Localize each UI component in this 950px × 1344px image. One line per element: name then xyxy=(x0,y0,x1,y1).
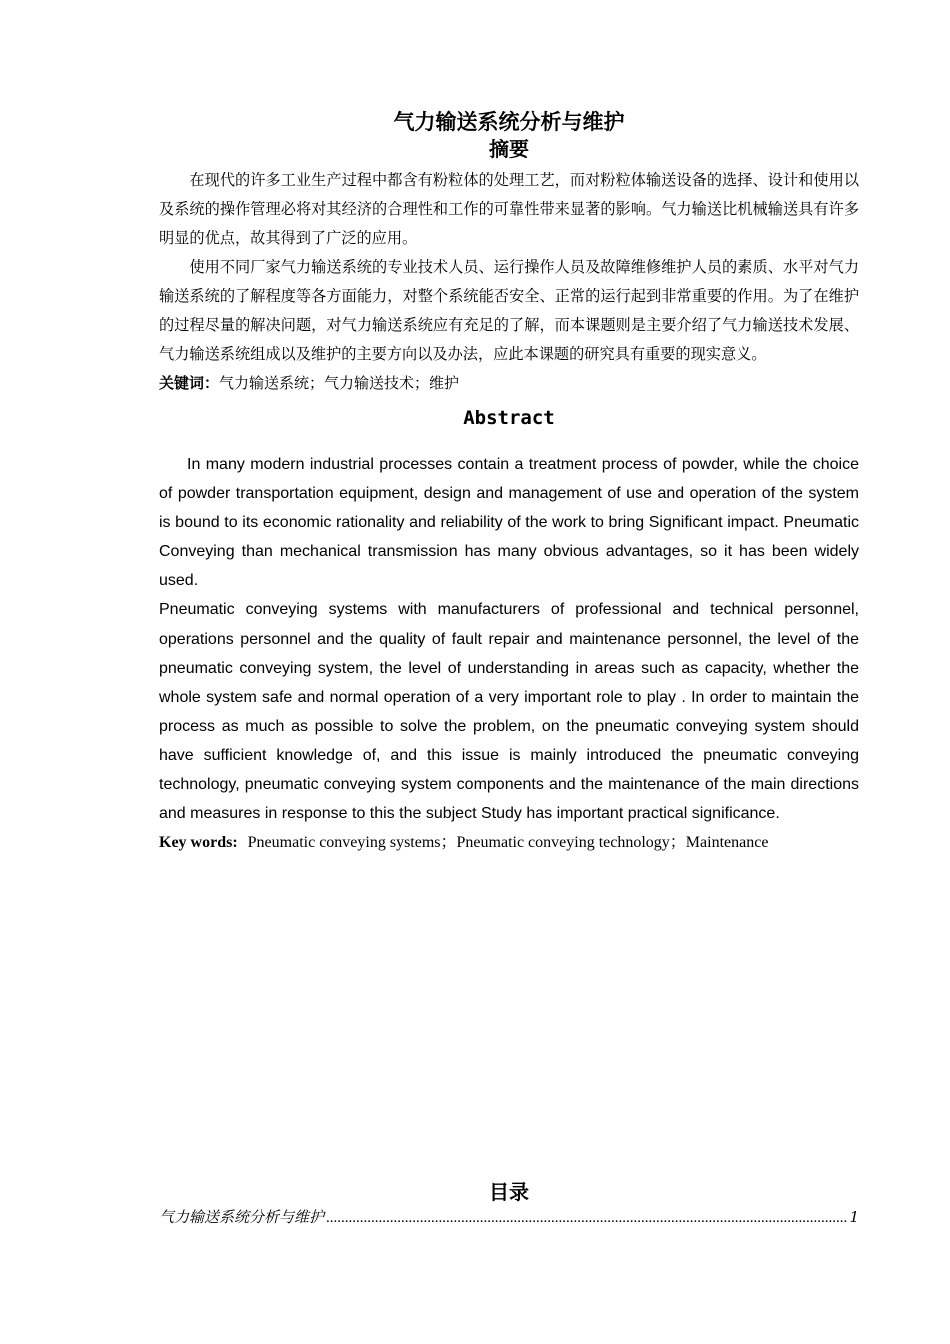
abstract-en-paragraph: In many modern industrial processes contain a treatment process of powder, while the choice of powder transportation equipment, design and management of use and operation of the system is bound to its economic rationality and reliability of the work to bring Significant impact. Pneumatic Conveying than mechanical transmission has many obvious advantages, so it has been widely used. xyxy=(159,456,859,590)
keywords-en-label: Key words: xyxy=(159,834,238,852)
toc-entry[interactable] xyxy=(159,1206,859,1229)
keywords-cn-label: 关键词： xyxy=(159,374,220,392)
abstract-en-paragraph: Pneumatic conveying systems with manufacturers of professional and technical personnel, operations personnel and the quality of fault repair and maintenance personnel, the level of the pneumatic conveying system, the level of understanding in areas such as capacity, whether the whole system safe and normal operation of a very important role to play . In order to maintain the process as much as possible to solve the problem, on the pneumatic conveying system should have sufficient knowledge of, and this issue is mainly introduced the pneumatic conveying technology, pneumatic conveying system components and the maintenance of the main directions and measures in response to this the subject Study has important practical significance. xyxy=(159,601,859,823)
toc-entry-page: 1 xyxy=(849,1208,859,1226)
abstract-cn-paragraph: 使用不同厂家气力输送系统的专业技术人员、运行操作人员及故障维修维护人员的素质、水平对气力输送系统的了解程度等各方面能力，对整个系统能否安全、正常的运行起到非常重要的作用。为了在维护的过程尽量的解决问题，对气力输送系统应有充足的了解，而本课题则是主要介绍了气力输送技术发展、气力输送系统组成以及维护的主要方向以及办法，应此本课题的研究具有重要的现实意义。 xyxy=(159,258,859,363)
abstract-section xyxy=(159,108,859,858)
keywords-cn xyxy=(159,369,859,398)
toc-heading: 目录 xyxy=(489,1180,529,1204)
document-title: 气力输送系统分析与维护 xyxy=(393,110,625,134)
toc-leader-dots xyxy=(326,1207,847,1229)
keywords-en xyxy=(159,828,859,858)
abstract-cn-paragraph: 在现代的许多工业生产过程中都含有粉粒体的处理工艺，而对粉粒体输送设备的选择、设计和使用以及系统的操作管理必将对其经济的合理性和工作的可靠性带来显著的影响。气力输送比机械输送具有许多明显的优点，故其得到了广泛的应用。 xyxy=(159,171,859,247)
toc-entry-label: 气力输送系统分析与维护 xyxy=(159,1208,325,1226)
abstract-cn-heading: 摘要 xyxy=(489,137,529,161)
abstract-en-heading: Abstract xyxy=(463,407,555,429)
keywords-en-value: Pneumatic conveying systems；Pneumatic conveying technology；Maintenance xyxy=(247,834,769,852)
keywords-cn-value: 气力输送系统；气力输送技术；维护 xyxy=(219,374,460,392)
